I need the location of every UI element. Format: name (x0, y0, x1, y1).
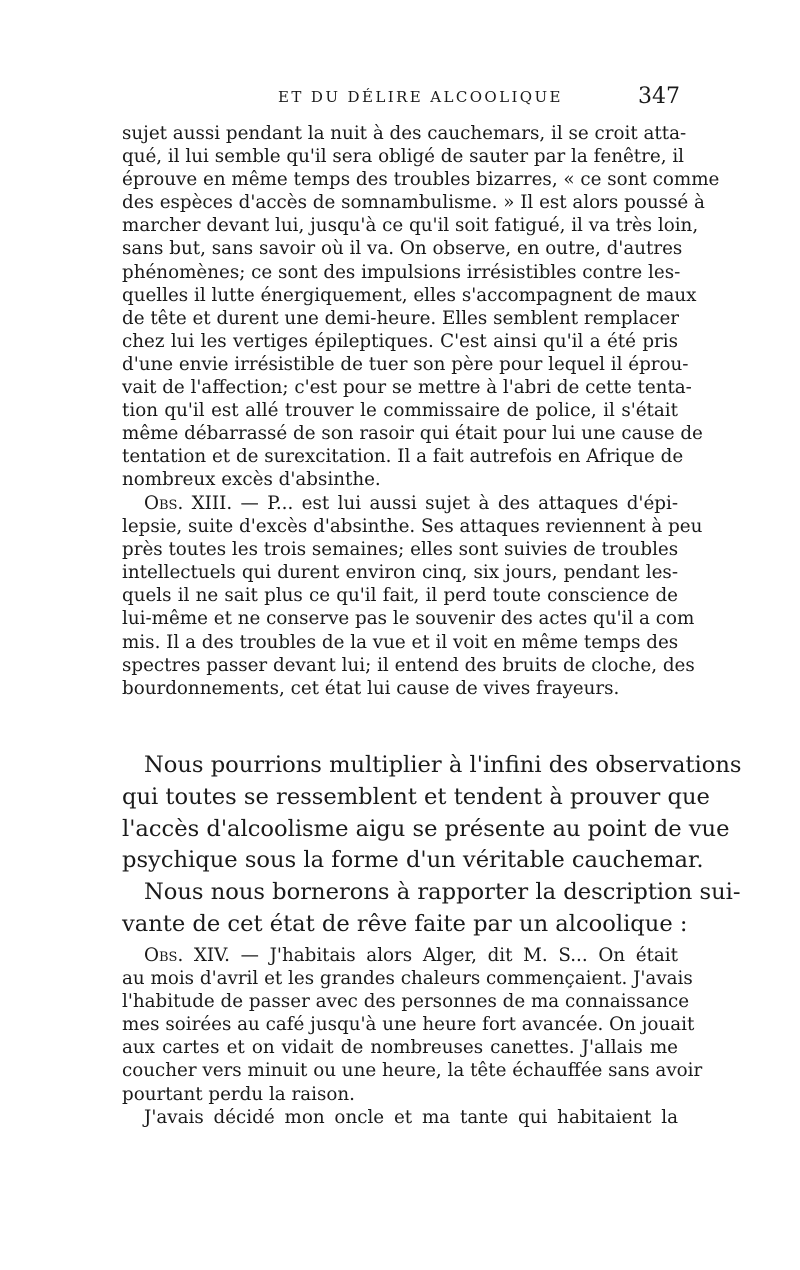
text-line: quelles il lutte énergiquement, elles s'accompagnent de maux (122, 284, 697, 306)
page-number: 347 (638, 84, 680, 109)
text-line: l'habitude de passer avec des personnes de ma connaissance (122, 991, 690, 1013)
text-line: mis. Il a des troubles de la vue et il voit en même temps des (122, 631, 679, 653)
observation-first-line (122, 944, 678, 967)
text-line: d'une envie irrésistible de tuer son père pour lequel il éprou- (122, 353, 689, 375)
observation-label: Obs. XIII. (144, 493, 233, 514)
text-line: spectres passer devant lui; il entend des bruits de cloche, des (122, 654, 695, 676)
text-line: intellectuels qui durent environ cinq, six jours, pendant les- (122, 562, 678, 584)
text-line: marcher devant lui, jusqu'à ce qu'il soit fatigué, il va très loin, (122, 215, 699, 237)
observation-label: Obs. XIV. (144, 945, 230, 966)
text-line: qué, il lui semble qu'il sera obligé de sauter par la fenêtre, il (122, 146, 685, 168)
text-line: psychique sous la forme d'un véritable cauchemar. (122, 847, 704, 874)
text-line: de tête et durent une demi-heure. Elles semblent remplacer (122, 307, 680, 329)
text-line: vante de cet état de rêve faite par un alcoolique : (122, 910, 688, 937)
page-header (120, 84, 680, 114)
observation-first-text: — P... est lui aussi sujet à des attaques d'épi- (232, 493, 679, 514)
text-line: lepsie, suite d'excès d'absinthe. Ses attaques reviennent à peu (122, 516, 703, 538)
text-line: quels il ne sait plus ce qu'il fait, il perd toute conscience de (122, 585, 678, 607)
text-line: tion qu'il est allé trouver le commissaire de police, il s'était (122, 400, 678, 422)
text-line: pourtant perdu la raison. (122, 1083, 355, 1105)
text-line: au mois d'avril et les grandes chaleurs commençaient. J'avais (122, 968, 693, 990)
running-title: ET DU DÉLIRE ALCOOLIQUE (278, 88, 563, 106)
observation-first-text: — J'habitais alors Alger, dit M. S... On était (229, 945, 678, 966)
text-line: sans but, sans savoir où il va. On observe, en outre, d'autres (122, 238, 683, 260)
text-line: vait de l'affection; c'est pour se mettre à l'abri de cette tenta- (122, 377, 692, 399)
text-line: chez lui les vertiges épileptiques. C'est ainsi qu'il a été pris (122, 330, 678, 352)
text-line: qui toutes se ressemblent et tendent à prouver que (122, 783, 710, 810)
text-line: mes soirées au café jusqu'à une heure fort avancée. On jouait (122, 1014, 695, 1036)
text-line: nombreux excès d'absinthe. (122, 469, 381, 491)
text-line: des espèces d'accès de somnambulisme. » Il est alors poussé à (122, 192, 705, 214)
text-line: sujet aussi pendant la nuit à des cauchemars, il se croit atta- (122, 123, 687, 144)
observation-xiii (122, 492, 703, 700)
text-line: bourdonnements, cet état lui cause de vives frayeurs. (122, 677, 620, 699)
observation-first-line (122, 492, 678, 515)
observation-xiv (122, 944, 703, 1129)
text-line: aux cartes et on vidait de nombreuses canettes. J'allais me (122, 1037, 678, 1059)
text-line: phénomènes; ce sont des impulsions irrésistibles contre les- (122, 261, 681, 283)
main-paragraph (122, 750, 742, 941)
text-line: tentation et de surexcitation. Il a fait autrefois en Afrique de (122, 446, 684, 468)
text-line: l'accès d'alcoolisme aigu se présente au point de vue (122, 815, 730, 842)
text-line: même débarrassé de son rasoir qui était pour lui une cause de (122, 423, 703, 445)
text-line: Nous nous bornerons à rapporter la description sui- (144, 879, 741, 906)
text-line: Nous pourrions multiplier à l'infini des observations (144, 752, 742, 778)
text-line: éprouve en même temps des troubles bizarres, « ce sont comme (122, 169, 720, 191)
text-line: lui-même et ne conserve pas le souvenir des actes qu'il a com (122, 608, 695, 630)
text-line: J'avais décidé mon oncle et ma tante qui habitaient la (144, 1106, 678, 1128)
paragraph-continuation (122, 122, 720, 492)
text-line: coucher vers minuit ou une heure, la tête échauffée sans avoir (122, 1060, 703, 1082)
text-line: près toutes les trois semaines; elles sont suivies de troubles (122, 539, 679, 561)
